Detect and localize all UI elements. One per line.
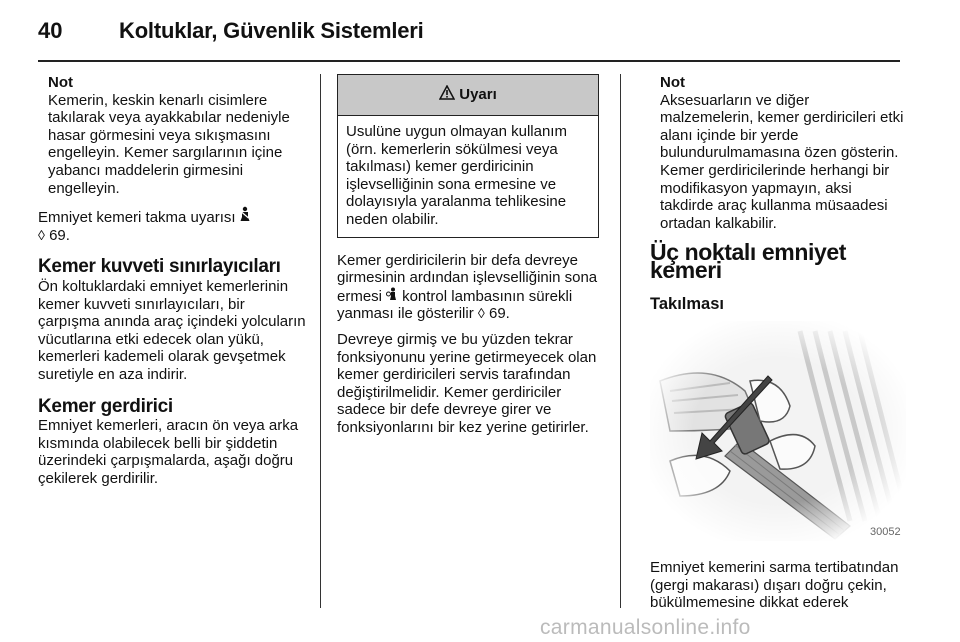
seatbelt-person-icon [240,209,250,225]
warning-box [337,74,599,238]
replacement-paragraph: Devreye girmiş ve bu yüzden tekrar fonksiyonunu yerine getirmeyecek olan kemer gerdiricileri servis tarafından değiştirilmelidir. Kemer gerdiriciler sadece bir defe devreye girer ve fonksiyonlarını bir kez yerine getirirler. [337,330,597,436]
page-header [0,0,960,62]
column-3 [650,74,906,620]
warning-triangle-icon [439,85,455,105]
reminder-text: Emniyet kemeri takma uyarısı [38,209,236,227]
note-heading: Not [48,74,73,91]
indicator-text-a: Kemer gerdiricilerin bir defa devreye girmesinin ardından işlevselliğinin sona ermesi [337,251,598,305]
note-body: takılarak veya ayakkabılar nedeniyle hasar görmesini veya sıkışmasını engelleyin. Kemer sargılarının içine yabancı maddelerin girmesini engelleyin. [48,109,290,197]
note-first-line: Aksesuarların ve diğer [660,91,810,109]
airbag-warning-icon [386,288,402,304]
limiter-paragraph: Ön koltuklardaki emniyet kemerlerinin kemer kuvveti sınırlayıcıları, bir çarpışma anında araç içindeki yolcuların vücutlarına etki edecek olan yükü, kemerleri kademeli olarak gevşetmek suretiyle en aza indirir. [38,277,306,383]
column-divider [620,74,621,608]
fastening-paragraph: Emniyet kemerini sarma tertibatından (gergi makarası) dışarı doğru çekin, bükülmemesine dikkat ederek [650,559,899,612]
note-heading: Not [660,74,685,91]
warning-title: Uyarı [459,86,497,104]
note-first-line: Kemerin, keskin kenarlı cisimlere [48,91,268,109]
note-box [650,74,906,232]
column-divider [320,74,321,608]
subheading-fastening: Takılması [650,294,724,313]
note-box [38,74,310,197]
watermark: carmanualsonline.info [540,616,751,639]
warning-header [338,75,598,116]
section-heading-limiter: Kemer kuvveti sınırlayıcıları [38,256,281,278]
seatbelt-drawing [650,321,906,541]
note-body: malzemelerin, kemer gerdiricileri etki alanı içinde bir yerde bulundurulmamasına özen gösterin. Kemer gerdiricilerinde herhangi bir modifikasyon yapmayın, aksi takdirde araç kullanma müsaadesi ortadan kalkabilir. [660,109,904,232]
page-title: Koltuklar, Güvenlik Sistemleri [119,18,424,43]
section-heading-three-point: Üç noktalı emniyet kemeri [650,239,847,283]
illustration-code: 30052 [870,526,901,539]
header-rule [38,60,900,62]
column-1 [38,74,310,495]
warning-text: Usulüne uygun olmayan kullanım (örn. kemerlerin sökülmesi veya takılması) kemer gerdiricinin işlevselliğinin sona ermesine ve dolayısıyla yaralanma tehlikesine neden olabilir. [346,123,567,228]
tensioner-paragraph: Emniyet kemerleri, aracın ön veya arka kısmında olabilecek belli bir şiddetin üzerindeki çarpışmalarda, aşağı doğru çekilerek gerdirilir. [38,417,299,487]
section-heading-tensioner: Kemer gerdirici [38,395,173,417]
reminder-paragraph [38,206,310,244]
page-reference-icon[interactable]: ◊ [38,226,45,243]
tensioner-indicator-paragraph [337,252,603,323]
seatbelt-illustration [650,321,906,541]
page-reference-icon[interactable]: ◊ [477,305,485,322]
indicator-text-b: kontrol lambasının sürekli yanması ile gösterilir [337,287,573,323]
column-2 [337,74,603,445]
page-number: 40 [38,18,63,43]
reminder-page-ref[interactable]: 69. [49,226,70,244]
indicator-page-ref[interactable]: 69. [488,305,510,323]
